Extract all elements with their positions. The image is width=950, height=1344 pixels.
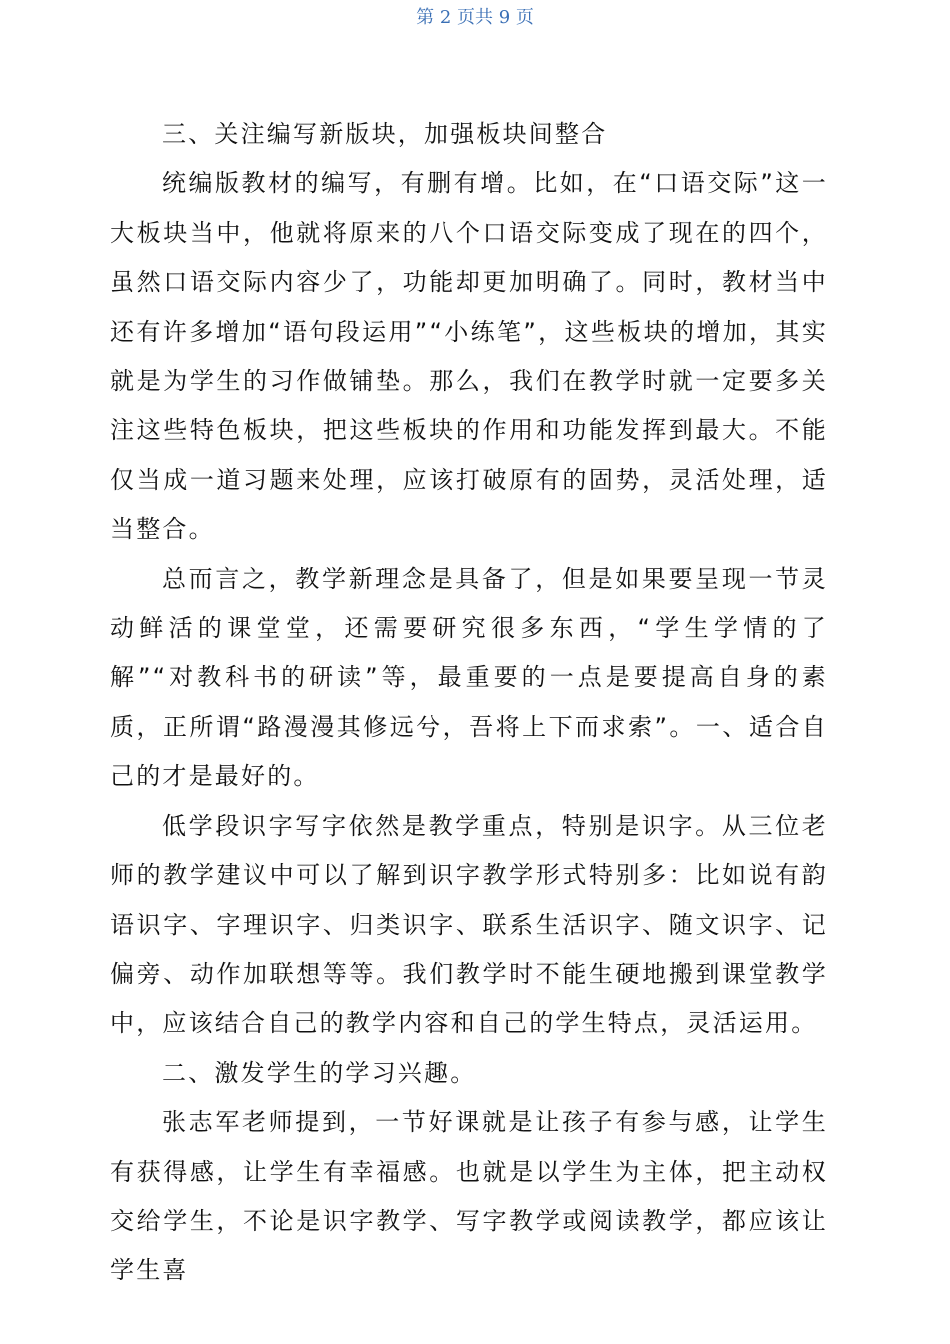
body-paragraph: 张志军老师提到，一节好课就是让孩子有参与感，让学生有获得感，让学生有幸福感。也就是以学生为主体，把主动权交给学生，不论是识字教学、写字教学或阅读教学，都应该让学生喜 <box>110 1108 828 1285</box>
document-body <box>110 110 828 1296</box>
section-heading-2: 二、激发学生的学习兴趣。 <box>162 1058 477 1087</box>
body-paragraph: 低学段识字写字依然是教学重点，特别是识字。从三位老师的教学建议中可以了解到识字教学形式特别多：比如说有韵语识字、字理识字、归类识字、联系生活识字、随文识字、记偏旁、动作加联想等等。我们教学时不能生硬地搬到课堂教学中，应该结合自己的教学内容和自己的学生特点，灵活运用。 <box>110 811 828 1038</box>
body-paragraph: 总而言之，教学新理念是具备了，但是如果要呈现一节灵动鲜活的课堂堂，还需要研究很多东西，“学生学情的了解”“对教科书的研读”等，最重要的一点是要提高自身的素质，正所谓“路漫漫其修远兮，吾将上下而求索”。一、适合自己的才是最好的。 <box>110 564 828 791</box>
body-paragraph: 统编版教材的编写，有删有增。比如，在“口语交际”这一大板块当中，他就将原来的八个口语交际变成了现在的四个，虽然口语交际内容少了，功能却更加明确了。同时，教材当中还有许多增加“语句段运用”“小练笔”，这些板块的增加，其实就是为学生的习作做铺垫。那么，我们在教学时就一定要多关注这些特色板块，把这些板块的作用和功能发挥到最大。不能仅当成一道习题来处理，应该打破原有的固势，灵活处理，适当整合。 <box>110 169 828 544</box>
section-heading-3: 三、关注编写新版块，加强板块间整合 <box>162 120 608 148</box>
page-number-header: 第 2 页共 9 页 <box>416 7 534 28</box>
